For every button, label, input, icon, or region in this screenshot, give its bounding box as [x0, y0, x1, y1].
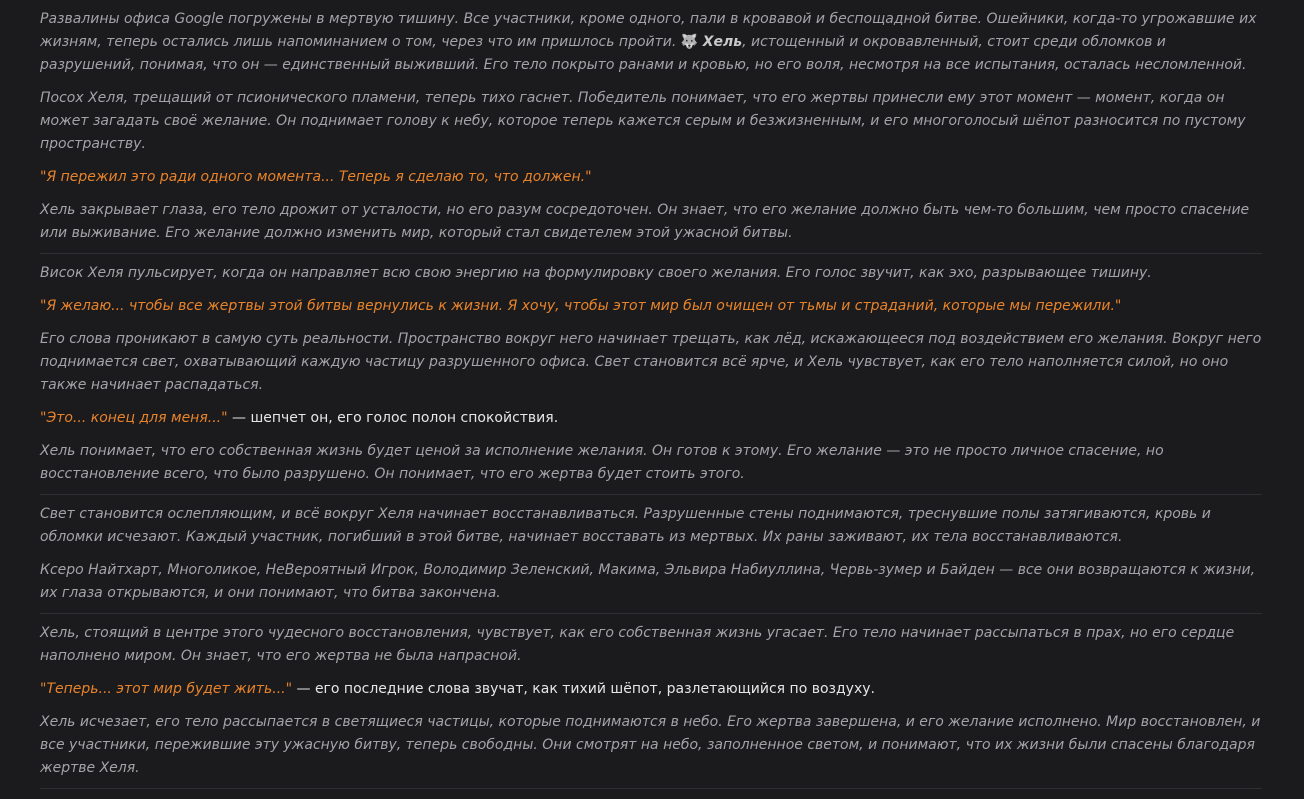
- paragraph-4: Висок Хеля пульсирует, когда он направляет всю свою энергию на формулировку своего желания. Его голос звучит, как эхо, разрывающее тишину.: [40, 265, 1152, 281]
- quote-3-rest: — шепчет он, его голос полон спокойствия.: [227, 410, 559, 426]
- paragraph-9: Хель, стоящий в центре этого чудесного восстановления, чувствует, как его собственная жизнь угасает. Его тело начинает рассыпаться в прах, но его сердце наполнено миром. Он знает, что его жертва не была напрасной.: [40, 625, 1235, 664]
- paragraph-3: Хель закрывает глаза, его тело дрожит от усталости, но его разум сосредоточен. Он знает, что его желание должно быть чем-то большим, чем просто спасение или выживание. Его желание должно изменить мир, который стал свидетелем этой ужасной битвы.: [40, 202, 1250, 241]
- quote-4: [40, 678, 1262, 701]
- paragraph-6: Хель понимает, что его собственная жизнь будет ценой за исполнение желания. Он готов к этому. Его желание — это не просто личное спасение, но восстановление всего, что было разрушено. Он понимает, что его жертва будет стоить этого.: [40, 443, 1164, 482]
- paragraph-2: Посох Хеля, трещащий от псионического пламени, теперь тихо гаснет. Победитель понимает, что его жертвы принесли ему этот момент — момент, когда он может загадать своё желание. Он поднимает голову к небу, которое теперь кажется серым и безжизненным, и его многоголосый шёпот разносится по пустому пространству.: [40, 90, 1246, 152]
- quote-3-text: "Это... конец для меня...": [40, 410, 228, 426]
- paragraph-5: Его слова проникают в самую суть реальности. Пространство вокруг него начинает трещать, как лёд, искажающееся под воздействием его желания. Вокруг него поднимается свет, охватывающий каждую частицу разрушенного офиса. Свет становится всё ярче, и Хель чувствует, как его тело наполняется силой, но оно также начинает распадаться.: [40, 331, 1262, 393]
- divider-4: [40, 788, 1262, 789]
- paragraph-1: [40, 8, 1262, 77]
- divider-3: [40, 613, 1262, 614]
- paragraph-8: Ксеро Найтхарт, Многоликое, НеВероятный Игрок, Володимир Зеленский, Макима, Эльвира Набиуллина, Червь-зумер и Байден — все они возвращаются к жизни, их глаза открываются, и они понимают, что битва закончена.: [40, 562, 1256, 601]
- paragraph-7: Свет становится ослепляющим, и всё вокруг Хеля начинает восстанавливаться. Разрушенные стены поднимаются, треснувшие полы затягиваются, кровь и обломки исчезают. Каждый участник, погибший в этой битве, начинает восставать из мертвых. Их раны заживают, их тела восстанавливаются.: [40, 506, 1211, 545]
- paragraph-10: Хель исчезает, его тело рассыпается в светящиеся частицы, которые поднимаются в небо. Его жертва завершена, и его желание исполнено. Мир восстановлен, и все участники, пережившие эту ужасную битву, теперь свободны. Они смотрят на небо, заполненное светом, и понимают, что их жизни были спасены благодаря жертве Хеля.: [40, 714, 1261, 776]
- divider-2: [40, 494, 1262, 495]
- story-text: [40, 8, 1262, 797]
- paragraph-1-text-a: Развалины офиса Google погружены в мертвую тишину. Все участники, кроме одного, пали в кровавой и беспощадной битве. Ошейники, когда-то угрожавшие их жизням, теперь остались лишь напоминанием о том, через что им пришлось пройти.: [40, 11, 1257, 50]
- quote-2: "Я желаю... чтобы все жертвы этой битвы вернулись к жизни. Я хочу, чтобы этот мир был очищен от тьмы и страданий, которые мы пережили.": [40, 298, 1122, 314]
- quote-4-rest: — его последние слова звучат, как тихий шёпот, разлетающийся по воздуху.: [292, 681, 875, 697]
- quote-4-text: "Теперь... этот мир будет жить...": [40, 681, 293, 697]
- character-name: Хель: [702, 34, 743, 50]
- divider-1: [40, 253, 1262, 254]
- paragraph-1-text-b: , истощенный и окровавленный, стоит среди обломков и разрушений, понимая, что он — единственный выживший. Его тело покрыто ранами и кровью, но его воля, несмотря на все испытания, осталась несломленной.: [40, 34, 1247, 73]
- wolf-icon: 🐺: [680, 34, 699, 50]
- quote-1: "Я пережил это ради одного момента... Теперь я сделаю то, что должен.": [40, 169, 592, 185]
- quote-3: [40, 407, 1262, 430]
